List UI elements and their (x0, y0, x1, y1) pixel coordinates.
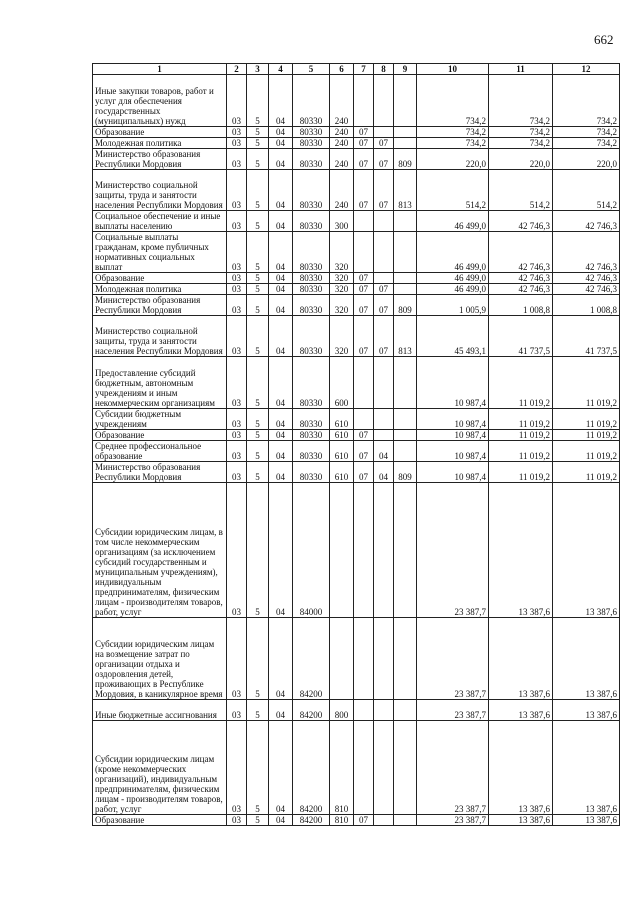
table-row (93, 75, 620, 127)
amount-cell: 514,2 (417, 170, 489, 211)
code-cell: 80330 (293, 284, 330, 295)
code-cell: 5 (247, 284, 269, 295)
amount-cell: 13 387,6 (553, 483, 620, 618)
row-name-cell: Министерство образования Республики Мордовия (93, 462, 227, 483)
code-cell: 5 (247, 211, 269, 232)
row-name-cell: Образование (93, 273, 227, 284)
amount-cell: 734,2 (489, 127, 553, 138)
amount-cell: 10 987,4 (417, 357, 489, 409)
table-row (93, 441, 620, 462)
column-header: 2 (227, 64, 247, 75)
amount-cell: 11 019,2 (553, 409, 620, 430)
row-name-cell: Субсидии юридическим лицам (кроме некоммерческих организаций), индивидуальным предпринимателям, физическим лицам - производителям товаров, работ, услуг (93, 721, 227, 815)
code-cell (394, 357, 417, 409)
row-name-cell: Министерство образования Республики Мордовия (93, 149, 227, 170)
amount-cell: 734,2 (417, 127, 489, 138)
row-name-cell: Молодежная политика (93, 138, 227, 149)
amount-cell: 13 387,6 (489, 815, 553, 826)
code-cell: 04 (269, 316, 293, 357)
row-name-cell: Иные закупки товаров, работ и услуг для обеспечения государственных (муниципальных) нужд (93, 75, 227, 127)
amount-cell: 13 387,6 (489, 700, 553, 721)
amount-cell: 23 387,7 (417, 618, 489, 700)
code-cell: 80330 (293, 149, 330, 170)
code-cell: 03 (227, 700, 247, 721)
amount-cell: 42 746,3 (553, 284, 620, 295)
code-cell: 80330 (293, 430, 330, 441)
code-cell: 03 (227, 211, 247, 232)
code-cell (374, 721, 394, 815)
code-cell: 80330 (293, 211, 330, 232)
code-cell: 610 (330, 441, 354, 462)
code-cell: 813 (394, 316, 417, 357)
code-cell: 84000 (293, 483, 330, 618)
table-row (93, 409, 620, 430)
code-cell: 07 (354, 441, 374, 462)
amount-cell: 13 387,6 (489, 483, 553, 618)
table-row (93, 295, 620, 316)
amount-cell: 10 987,4 (417, 462, 489, 483)
code-cell (374, 618, 394, 700)
table-row (93, 170, 620, 211)
code-cell: 5 (247, 138, 269, 149)
row-name-cell: Субсидии юридическим лицам на возмещение затрат по организации отдыха и оздоровления детей, проживающих в Республике Мордовия, в каникулярное время (93, 618, 227, 700)
amount-cell: 42 746,3 (553, 211, 620, 232)
amount-cell: 42 746,3 (553, 232, 620, 273)
table-row (93, 316, 620, 357)
code-cell: 80330 (293, 409, 330, 430)
code-cell: 04 (269, 284, 293, 295)
amount-cell: 46 499,0 (417, 284, 489, 295)
code-cell: 03 (227, 409, 247, 430)
code-cell: 84200 (293, 618, 330, 700)
code-cell (374, 409, 394, 430)
code-cell: 80330 (293, 138, 330, 149)
code-cell: 04 (269, 149, 293, 170)
code-cell: 03 (227, 815, 247, 826)
table-row (93, 127, 620, 138)
code-cell (374, 127, 394, 138)
code-cell: 04 (269, 430, 293, 441)
code-cell: 04 (269, 441, 293, 462)
code-cell (374, 815, 394, 826)
amount-cell: 13 387,6 (489, 721, 553, 815)
code-cell: 03 (227, 138, 247, 149)
amount-cell: 220,0 (489, 149, 553, 170)
code-cell (394, 127, 417, 138)
column-header: 10 (417, 64, 489, 75)
amount-cell: 45 493,1 (417, 316, 489, 357)
code-cell: 5 (247, 409, 269, 430)
code-cell: 03 (227, 316, 247, 357)
code-cell: 04 (269, 618, 293, 700)
code-cell: 04 (269, 483, 293, 618)
code-cell: 240 (330, 149, 354, 170)
amount-cell: 1 008,8 (489, 295, 553, 316)
code-cell: 810 (330, 721, 354, 815)
code-cell: 03 (227, 618, 247, 700)
table-row (93, 721, 620, 815)
code-cell (394, 211, 417, 232)
amount-cell: 46 499,0 (417, 211, 489, 232)
amount-cell: 42 746,3 (489, 273, 553, 284)
code-cell (394, 75, 417, 127)
code-cell: 80330 (293, 232, 330, 273)
table-row (93, 483, 620, 618)
code-cell: 5 (247, 815, 269, 826)
code-cell: 5 (247, 430, 269, 441)
code-cell: 800 (330, 700, 354, 721)
code-cell: 07 (374, 138, 394, 149)
column-header: 3 (247, 64, 269, 75)
table-row (93, 815, 620, 826)
table-row (93, 618, 620, 700)
row-name-cell: Министерство социальной защиты, труда и занятости населения Республики Мордовия (93, 316, 227, 357)
row-name-cell: Министерство социальной защиты, труда и занятости населения Республики Мордовия (93, 170, 227, 211)
amount-cell: 41 737,5 (553, 316, 620, 357)
code-cell: 07 (354, 462, 374, 483)
code-cell (354, 700, 374, 721)
code-cell (394, 483, 417, 618)
column-header: 4 (269, 64, 293, 75)
table-row (93, 273, 620, 284)
code-cell: 07 (374, 295, 394, 316)
code-cell (354, 483, 374, 618)
code-cell: 04 (269, 138, 293, 149)
amount-cell: 42 746,3 (553, 273, 620, 284)
amount-cell: 10 987,4 (417, 441, 489, 462)
code-cell: 07 (374, 284, 394, 295)
code-cell: 04 (269, 127, 293, 138)
code-cell: 07 (354, 316, 374, 357)
amount-cell: 13 387,6 (553, 618, 620, 700)
code-cell: 07 (354, 430, 374, 441)
code-cell: 610 (330, 409, 354, 430)
code-cell: 07 (354, 149, 374, 170)
code-cell: 04 (269, 721, 293, 815)
code-cell: 03 (227, 295, 247, 316)
amount-cell: 734,2 (553, 75, 620, 127)
column-header: 6 (330, 64, 354, 75)
code-cell: 809 (394, 295, 417, 316)
code-cell: 240 (330, 138, 354, 149)
code-cell: 03 (227, 170, 247, 211)
amount-cell: 220,0 (417, 149, 489, 170)
amount-cell: 46 499,0 (417, 273, 489, 284)
code-cell: 80330 (293, 170, 330, 211)
code-cell: 5 (247, 149, 269, 170)
code-cell: 04 (269, 462, 293, 483)
column-header: 5 (293, 64, 330, 75)
code-cell: 04 (269, 170, 293, 211)
code-cell: 07 (354, 170, 374, 211)
amount-cell: 46 499,0 (417, 232, 489, 273)
amount-cell: 734,2 (553, 127, 620, 138)
code-cell (354, 721, 374, 815)
code-cell: 320 (330, 284, 354, 295)
code-cell (354, 232, 374, 273)
amount-cell: 514,2 (489, 170, 553, 211)
amount-cell: 734,2 (553, 138, 620, 149)
row-name-cell: Среднее профессиональное образование (93, 441, 227, 462)
table-body (93, 75, 620, 826)
table-row (93, 232, 620, 273)
code-cell: 07 (354, 273, 374, 284)
code-cell: 03 (227, 721, 247, 815)
code-cell: 04 (269, 815, 293, 826)
code-cell: 04 (269, 357, 293, 409)
code-cell (394, 700, 417, 721)
code-cell: 80330 (293, 441, 330, 462)
code-cell: 809 (394, 462, 417, 483)
amount-cell: 10 987,4 (417, 409, 489, 430)
code-cell (374, 700, 394, 721)
row-name-cell: Образование (93, 127, 227, 138)
amount-cell: 13 387,6 (553, 815, 620, 826)
row-name-cell: Молодежная политика (93, 284, 227, 295)
code-cell: 5 (247, 75, 269, 127)
code-cell: 04 (269, 700, 293, 721)
code-cell (394, 815, 417, 826)
code-cell: 5 (247, 273, 269, 284)
amount-cell: 13 387,6 (553, 700, 620, 721)
column-header: 7 (354, 64, 374, 75)
code-cell (394, 273, 417, 284)
code-cell: 5 (247, 700, 269, 721)
code-cell (330, 483, 354, 618)
code-cell (394, 441, 417, 462)
row-name-cell: Образование (93, 430, 227, 441)
code-cell (354, 75, 374, 127)
code-cell: 84200 (293, 721, 330, 815)
table-row (93, 284, 620, 295)
code-cell: 04 (269, 295, 293, 316)
code-cell: 03 (227, 273, 247, 284)
amount-cell: 11 019,2 (553, 430, 620, 441)
amount-cell: 23 387,7 (417, 721, 489, 815)
code-cell: 320 (330, 273, 354, 284)
code-cell: 80330 (293, 75, 330, 127)
row-name-cell: Министерство образования Республики Мордовия (93, 295, 227, 316)
code-cell: 03 (227, 430, 247, 441)
table-row (93, 138, 620, 149)
amount-cell: 11 019,2 (489, 430, 553, 441)
row-name-cell: Социальное обеспечение и иные выплаты населению (93, 211, 227, 232)
amount-cell: 734,2 (417, 75, 489, 127)
code-cell: 07 (354, 295, 374, 316)
table-row (93, 211, 620, 232)
code-cell: 320 (330, 295, 354, 316)
code-cell: 813 (394, 170, 417, 211)
code-cell: 07 (374, 149, 394, 170)
amount-cell: 42 746,3 (489, 211, 553, 232)
amount-cell: 11 019,2 (489, 357, 553, 409)
code-cell (394, 430, 417, 441)
code-cell: 240 (330, 170, 354, 211)
page-number: 662 (594, 32, 614, 47)
code-cell: 5 (247, 483, 269, 618)
column-header: 9 (394, 64, 417, 75)
code-cell (394, 409, 417, 430)
column-header: 12 (553, 64, 620, 75)
code-cell (374, 430, 394, 441)
code-cell: 03 (227, 357, 247, 409)
code-cell: 5 (247, 232, 269, 273)
amount-cell: 1 008,8 (553, 295, 620, 316)
table-row (93, 462, 620, 483)
code-cell: 600 (330, 357, 354, 409)
code-cell (354, 357, 374, 409)
code-cell: 5 (247, 462, 269, 483)
amount-cell: 13 387,6 (489, 618, 553, 700)
code-cell: 03 (227, 483, 247, 618)
code-cell: 610 (330, 430, 354, 441)
code-cell: 03 (227, 75, 247, 127)
amount-cell: 734,2 (489, 75, 553, 127)
code-cell: 80330 (293, 273, 330, 284)
amount-cell: 734,2 (417, 138, 489, 149)
code-cell: 80330 (293, 316, 330, 357)
amount-cell: 220,0 (553, 149, 620, 170)
code-cell: 320 (330, 232, 354, 273)
code-cell (394, 232, 417, 273)
code-cell: 240 (330, 127, 354, 138)
amount-cell: 23 387,7 (417, 815, 489, 826)
code-cell: 300 (330, 211, 354, 232)
table-row (93, 430, 620, 441)
code-cell: 07 (354, 127, 374, 138)
row-name-cell: Образование (93, 815, 227, 826)
amount-cell: 734,2 (489, 138, 553, 149)
code-cell: 5 (247, 170, 269, 211)
code-cell: 84200 (293, 700, 330, 721)
code-cell: 04 (269, 232, 293, 273)
code-cell (374, 273, 394, 284)
code-cell (394, 721, 417, 815)
code-cell: 04 (269, 273, 293, 284)
code-cell (394, 138, 417, 149)
column-header: 8 (374, 64, 394, 75)
amount-cell: 42 746,3 (489, 284, 553, 295)
code-cell (394, 284, 417, 295)
amount-cell: 23 387,7 (417, 700, 489, 721)
code-cell: 80330 (293, 127, 330, 138)
code-cell: 5 (247, 295, 269, 316)
code-cell: 809 (394, 149, 417, 170)
code-cell: 03 (227, 441, 247, 462)
code-cell: 80330 (293, 295, 330, 316)
code-cell: 5 (247, 618, 269, 700)
code-cell: 04 (269, 211, 293, 232)
code-cell: 04 (269, 409, 293, 430)
code-cell: 07 (354, 284, 374, 295)
code-cell: 5 (247, 721, 269, 815)
code-cell: 240 (330, 75, 354, 127)
code-cell: 80330 (293, 357, 330, 409)
column-header: 11 (489, 64, 553, 75)
code-cell: 610 (330, 462, 354, 483)
amount-cell: 11 019,2 (553, 357, 620, 409)
amount-cell: 1 005,9 (417, 295, 489, 316)
amount-cell: 23 387,7 (417, 483, 489, 618)
code-cell: 04 (269, 75, 293, 127)
table-row (93, 357, 620, 409)
row-name-cell: Предоставление субсидий бюджетным, автономным учреждениям и иным некоммерческим организациям (93, 357, 227, 409)
code-cell: 810 (330, 815, 354, 826)
row-name-cell: Социальные выплаты гражданам, кроме публичных нормативных социальных выплат (93, 232, 227, 273)
amount-cell: 11 019,2 (553, 441, 620, 462)
code-cell (394, 618, 417, 700)
amount-cell: 10 987,4 (417, 430, 489, 441)
table-row (93, 149, 620, 170)
code-cell (354, 618, 374, 700)
code-cell (330, 618, 354, 700)
amount-cell: 11 019,2 (489, 441, 553, 462)
column-header: 1 (93, 64, 227, 75)
code-cell: 04 (374, 441, 394, 462)
row-name-cell: Субсидии бюджетным учреждениям (93, 409, 227, 430)
code-cell: 5 (247, 316, 269, 357)
code-cell: 80330 (293, 462, 330, 483)
code-cell: 320 (330, 316, 354, 357)
code-cell (374, 483, 394, 618)
code-cell (374, 75, 394, 127)
amount-cell: 11 019,2 (489, 462, 553, 483)
budget-table (92, 63, 620, 826)
header-row (93, 64, 620, 75)
amount-cell: 11 019,2 (489, 409, 553, 430)
amount-cell: 13 387,6 (553, 721, 620, 815)
row-name-cell: Иные бюджетные ассигнования (93, 700, 227, 721)
amount-cell: 42 746,3 (489, 232, 553, 273)
code-cell: 07 (374, 170, 394, 211)
code-cell (354, 211, 374, 232)
code-cell: 07 (354, 138, 374, 149)
code-cell: 03 (227, 127, 247, 138)
code-cell (374, 357, 394, 409)
code-cell: 03 (227, 149, 247, 170)
amount-cell: 41 737,5 (489, 316, 553, 357)
code-cell: 5 (247, 441, 269, 462)
code-cell (374, 232, 394, 273)
code-cell: 03 (227, 232, 247, 273)
code-cell: 5 (247, 127, 269, 138)
code-cell (354, 409, 374, 430)
amount-cell: 11 019,2 (553, 462, 620, 483)
code-cell: 04 (374, 462, 394, 483)
code-cell: 5 (247, 357, 269, 409)
row-name-cell: Субсидии юридическим лицам, в том числе некоммерческим организациям (за исключением субсидий государственным и муниципальным учреждениям), индивидуальным предпринимателям, физическим лицам - производителям товаров, работ, услуг (93, 483, 227, 618)
code-cell (374, 211, 394, 232)
table-row (93, 700, 620, 721)
amount-cell: 514,2 (553, 170, 620, 211)
code-cell: 84200 (293, 815, 330, 826)
code-cell: 07 (354, 815, 374, 826)
code-cell: 03 (227, 284, 247, 295)
code-cell: 07 (374, 316, 394, 357)
code-cell: 03 (227, 462, 247, 483)
